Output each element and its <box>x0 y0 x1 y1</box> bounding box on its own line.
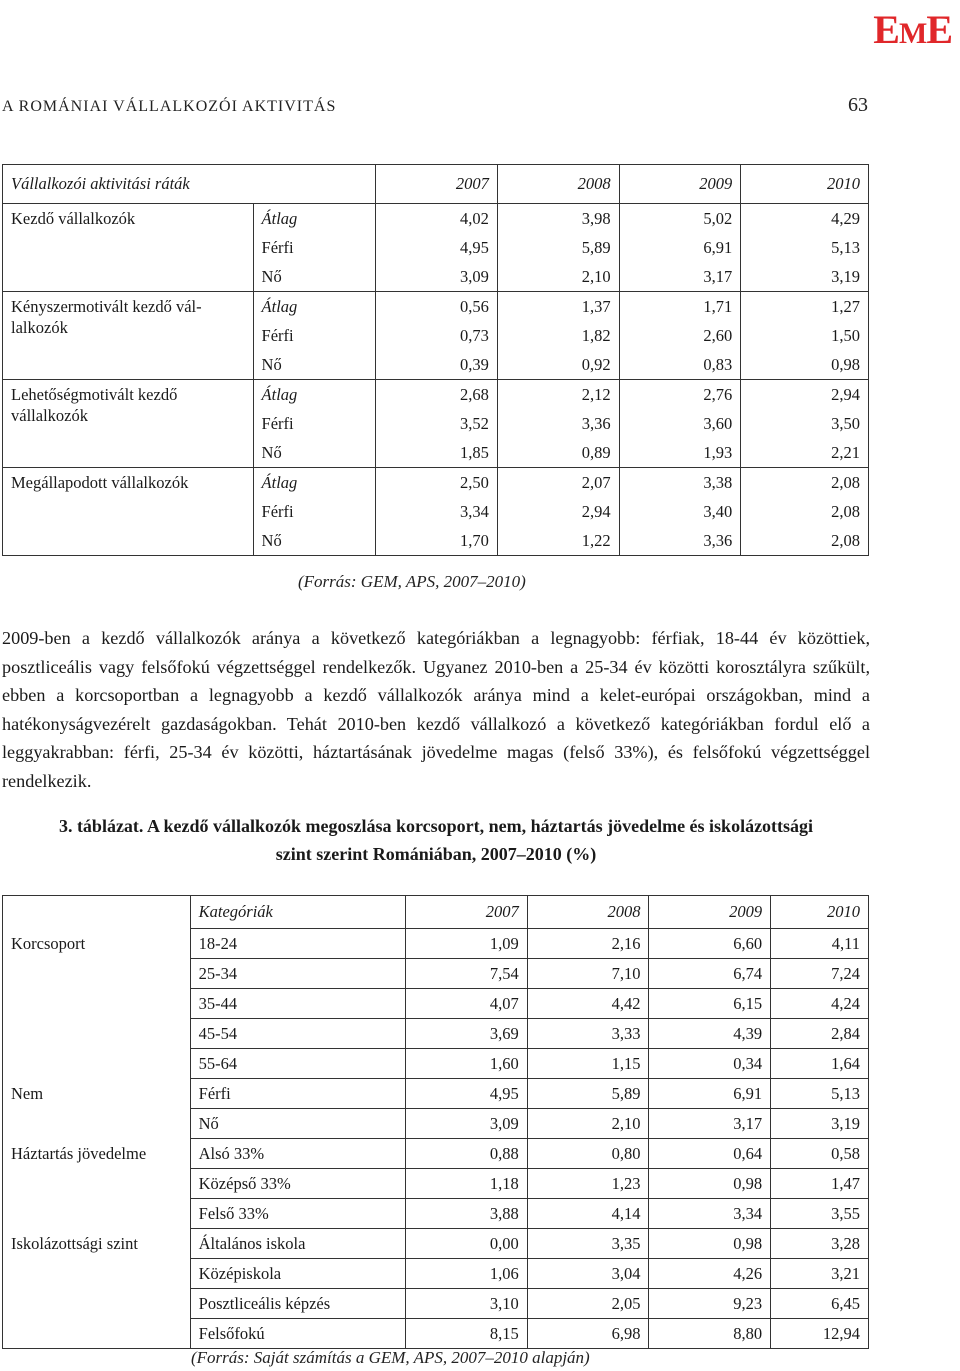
value-cell: 3,34 <box>649 1199 771 1229</box>
value-cell: 2,05 <box>527 1289 649 1319</box>
table-row <box>3 292 869 322</box>
caption-number: 3. táblázat. <box>58 816 144 836</box>
value-cell: 4,95 <box>376 233 498 262</box>
value-cell: 8,15 <box>406 1319 528 1349</box>
value-cell: 3,36 <box>497 409 619 438</box>
group-label-empty <box>3 1049 191 1079</box>
value-cell: 5,89 <box>527 1079 649 1109</box>
year-header: 2010 <box>741 165 869 204</box>
category-label: 25-34 <box>190 959 405 989</box>
row-label: Nő <box>253 526 376 556</box>
value-cell: 4,39 <box>649 1019 771 1049</box>
value-cell: 3,33 <box>527 1019 649 1049</box>
value-cell: 3,21 <box>771 1259 869 1289</box>
group-label: Kényszermotivált kezdő vál-lalkozók <box>3 292 254 380</box>
table-row <box>3 468 869 498</box>
value-cell: 3,98 <box>497 204 619 234</box>
group-label-empty <box>3 1199 191 1229</box>
value-cell: 2,94 <box>741 380 869 410</box>
value-cell: 3,10 <box>406 1289 528 1319</box>
group-label-empty <box>3 1289 191 1319</box>
value-cell: 5,02 <box>619 204 741 234</box>
value-cell: 2,12 <box>497 380 619 410</box>
value-cell: 3,52 <box>376 409 498 438</box>
value-cell: 9,23 <box>649 1289 771 1319</box>
year-header: 2009 <box>619 165 741 204</box>
row-label: Nő <box>253 350 376 380</box>
row-label: Férfi <box>253 409 376 438</box>
year-header: 2010 <box>771 896 869 929</box>
value-cell: 1,15 <box>527 1049 649 1079</box>
table-row <box>3 1289 869 1319</box>
body-paragraph: 2009-ben a kezdő vállalkozók aránya a következő kategóriákban a legnagyobb: férfiak, 18-44 év közöttiek, posztliceális vagy felsőfokú végzettséggel rendelkezők. Ugyanez 2010-ben a 25-34 év közötti korosztályra szűkült, ebben a korcsoportban a legnagyobb a kezdő vállalkozók aránya mind a kelet-európai országokban, mind a hatékonyságvezérelt gazdaságokban. Tehát 2010-ben kezdő vállalkozó a következő kategóriákban fordul elő a leggyakrabban: férfi, 25-34 év közötti, háztartásának jövedelme magas (felső 33%), és felsőfokú végzettséggel rendelkezik. <box>2 628 870 791</box>
value-cell: 3,55 <box>771 1199 869 1229</box>
table2-source: (Forrás: Saját számítás a GEM, APS, 2007–2010 alapján) <box>191 1348 590 1367</box>
value-cell: 3,36 <box>619 526 741 556</box>
year-header: 2008 <box>527 896 649 929</box>
value-cell: 3,04 <box>527 1259 649 1289</box>
value-cell: 3,09 <box>406 1109 528 1139</box>
category-label: Középiskola <box>190 1259 405 1289</box>
table-row <box>3 380 869 410</box>
table3-caption <box>2 812 870 868</box>
value-cell: 3,19 <box>741 262 869 292</box>
value-cell: 1,22 <box>497 526 619 556</box>
category-label: 18-24 <box>190 929 405 959</box>
value-cell: 1,18 <box>406 1169 528 1199</box>
table-row <box>3 1169 869 1199</box>
row-label: Átlag <box>253 292 376 322</box>
category-label: 55-64 <box>190 1049 405 1079</box>
group-label: Lehetőségmotivált kezdő vállalkozók <box>3 380 254 468</box>
group-label: Korcsoport <box>11 933 86 953</box>
table-row <box>3 1049 869 1079</box>
group-label: Kezdő vállalkozók <box>3 204 254 292</box>
year-header: 2007 <box>406 896 528 929</box>
caption-line1: A kezdő vállalkozók megoszlása korcsoport, nem, háztartás jövedelme és iskolázottsági <box>143 816 814 836</box>
row-label: Nő <box>253 438 376 468</box>
value-cell: 3,28 <box>771 1229 869 1259</box>
table-row <box>3 204 869 234</box>
value-cell: 0,98 <box>741 350 869 380</box>
table-title: Vállalkozói aktivitási ráták <box>3 165 376 204</box>
category-label: Férfi <box>190 1079 405 1109</box>
table-row <box>3 959 869 989</box>
group-label: Háztartás jövedelme <box>11 1143 147 1163</box>
value-cell: 5,89 <box>497 233 619 262</box>
category-label: Alsó 33% <box>190 1139 405 1169</box>
value-cell: 1,37 <box>497 292 619 322</box>
value-cell: 1,06 <box>406 1259 528 1289</box>
value-cell: 0,89 <box>497 438 619 468</box>
value-cell: 4,24 <box>771 989 869 1019</box>
table1-source: (Forrás: GEM, APS, 2007–2010) <box>298 572 526 591</box>
table-row <box>3 1319 869 1349</box>
value-cell: 6,60 <box>649 929 771 959</box>
table-row <box>3 1229 869 1259</box>
value-cell: 2,21 <box>741 438 869 468</box>
row-label: Férfi <box>253 497 376 526</box>
group-label-empty <box>3 1019 191 1049</box>
value-cell: 4,29 <box>741 204 869 234</box>
value-cell: 1,09 <box>406 929 528 959</box>
category-label: 35-44 <box>190 989 405 1019</box>
value-cell: 3,17 <box>619 262 741 292</box>
value-cell: 4,42 <box>527 989 649 1019</box>
value-cell: 3,19 <box>771 1109 869 1139</box>
value-cell: 12,94 <box>771 1319 869 1349</box>
value-cell: 4,26 <box>649 1259 771 1289</box>
value-cell: 0,00 <box>406 1229 528 1259</box>
category-label: Felső 33% <box>190 1199 405 1229</box>
value-cell: 5,13 <box>741 233 869 262</box>
value-cell: 0,98 <box>649 1229 771 1259</box>
value-cell: 7,54 <box>406 959 528 989</box>
year-header: 2007 <box>376 165 498 204</box>
running-head: A ROMÁNIAI VÁLLALKOZÓI AKTIVITÁS <box>2 98 337 115</box>
group-label-empty <box>3 959 191 989</box>
group-label: Iskolázottsági szint <box>11 1233 138 1253</box>
group-label-empty <box>3 1169 191 1199</box>
activity-rates-table <box>2 164 869 556</box>
value-cell: 0,80 <box>527 1139 649 1169</box>
category-label: Középső 33% <box>190 1169 405 1199</box>
value-cell: 0,39 <box>376 350 498 380</box>
year-header: 2008 <box>497 165 619 204</box>
value-cell: 3,09 <box>376 262 498 292</box>
group-label-empty <box>3 1109 191 1139</box>
value-cell: 3,88 <box>406 1199 528 1229</box>
value-cell: 0,98 <box>649 1169 771 1199</box>
category-label: Nő <box>190 1109 405 1139</box>
row-label: Férfi <box>253 321 376 350</box>
value-cell: 4,07 <box>406 989 528 1019</box>
value-cell: 3,60 <box>619 409 741 438</box>
value-cell: 2,10 <box>497 262 619 292</box>
value-cell: 1,70 <box>376 526 498 556</box>
value-cell: 2,16 <box>527 929 649 959</box>
table-row <box>3 1109 869 1139</box>
value-cell: 0,56 <box>376 292 498 322</box>
value-cell: 0,64 <box>649 1139 771 1169</box>
value-cell: 1,47 <box>771 1169 869 1199</box>
value-cell: 1,23 <box>527 1169 649 1199</box>
value-cell: 3,38 <box>619 468 741 498</box>
group-label: Nem <box>11 1083 44 1103</box>
category-label: Posztliceális képzés <box>190 1289 405 1319</box>
group-label-empty <box>3 989 191 1019</box>
value-cell: 3,34 <box>376 497 498 526</box>
year-header: 2009 <box>649 896 771 929</box>
page-number: 63 <box>848 94 868 116</box>
value-cell: 5,13 <box>771 1079 869 1109</box>
value-cell: 0,58 <box>771 1139 869 1169</box>
table-header-row <box>3 165 869 204</box>
table-row <box>3 1019 869 1049</box>
header-blank <box>3 896 191 929</box>
table-header-row <box>3 896 869 929</box>
value-cell: 1,93 <box>619 438 741 468</box>
value-cell: 3,17 <box>649 1109 771 1139</box>
value-cell: 2,08 <box>741 497 869 526</box>
value-cell: 0,83 <box>619 350 741 380</box>
value-cell: 0,73 <box>376 321 498 350</box>
value-cell: 6,74 <box>649 959 771 989</box>
value-cell: 7,24 <box>771 959 869 989</box>
value-cell: 6,45 <box>771 1289 869 1319</box>
value-cell: 2,76 <box>619 380 741 410</box>
value-cell: 6,91 <box>649 1079 771 1109</box>
value-cell: 2,08 <box>741 468 869 498</box>
value-cell: 4,11 <box>771 929 869 959</box>
entrepreneur-distribution-table <box>2 895 869 1349</box>
group-label-empty <box>3 1259 191 1289</box>
value-cell: 1,82 <box>497 321 619 350</box>
value-cell: 4,95 <box>406 1079 528 1109</box>
value-cell: 6,91 <box>619 233 741 262</box>
category-label: Általános iskola <box>190 1229 405 1259</box>
value-cell: 4,14 <box>527 1199 649 1229</box>
category-label: Felsőfokú <box>190 1319 405 1349</box>
table-row <box>3 1079 869 1109</box>
value-cell: 1,50 <box>741 321 869 350</box>
value-cell: 3,40 <box>619 497 741 526</box>
value-cell: 2,07 <box>497 468 619 498</box>
value-cell: 2,50 <box>376 468 498 498</box>
value-cell: 1,71 <box>619 292 741 322</box>
caption-line2: szint szerint Romániában, 2007–2010 (%) <box>275 844 597 864</box>
value-cell: 0,88 <box>406 1139 528 1169</box>
category-label: 45-54 <box>190 1019 405 1049</box>
value-cell: 3,50 <box>741 409 869 438</box>
value-cell: 2,10 <box>527 1109 649 1139</box>
value-cell: 1,27 <box>741 292 869 322</box>
value-cell: 1,85 <box>376 438 498 468</box>
publisher-logo: EME <box>873 7 952 52</box>
value-cell: 1,60 <box>406 1049 528 1079</box>
value-cell: 4,02 <box>376 204 498 234</box>
group-label: Megállapodott vállalkozók <box>3 468 254 556</box>
row-label: Átlag <box>253 468 376 498</box>
value-cell: 7,10 <box>527 959 649 989</box>
value-cell: 6,98 <box>527 1319 649 1349</box>
group-label-empty <box>3 1319 191 1349</box>
row-label: Férfi <box>253 233 376 262</box>
value-cell: 2,60 <box>619 321 741 350</box>
table-row <box>3 1259 869 1289</box>
categories-header: Kategóriák <box>190 896 405 929</box>
value-cell: 8,80 <box>649 1319 771 1349</box>
value-cell: 2,08 <box>741 526 869 556</box>
row-label: Átlag <box>253 204 376 234</box>
value-cell: 1,64 <box>771 1049 869 1079</box>
table-row <box>3 989 869 1019</box>
value-cell: 0,92 <box>497 350 619 380</box>
row-label: Nő <box>253 262 376 292</box>
row-label: Átlag <box>253 380 376 410</box>
value-cell: 6,15 <box>649 989 771 1019</box>
value-cell: 2,68 <box>376 380 498 410</box>
table-row <box>3 1199 869 1229</box>
table-row <box>3 929 869 959</box>
table-row <box>3 1139 869 1169</box>
value-cell: 0,34 <box>649 1049 771 1079</box>
value-cell: 2,84 <box>771 1019 869 1049</box>
value-cell: 3,69 <box>406 1019 528 1049</box>
value-cell: 3,35 <box>527 1229 649 1259</box>
value-cell: 2,94 <box>497 497 619 526</box>
